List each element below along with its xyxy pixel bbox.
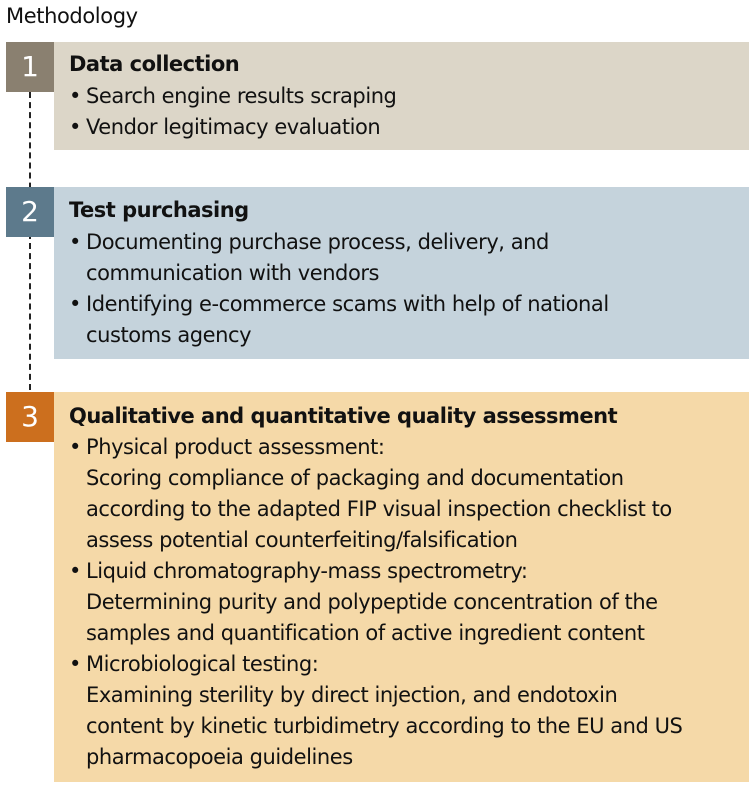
bullet-text: Search engine results scraping [86, 84, 397, 108]
bullet-detail: pharmacopoeia guidelines [86, 745, 353, 769]
bullet-text-continued: communication with vendors [86, 261, 380, 285]
bullet-text: Vendor legitimacy evaluation [86, 115, 381, 139]
list-item [69, 556, 682, 649]
bullet-heading: • Microbiological testing: [86, 652, 319, 676]
dashed-connector [29, 92, 31, 390]
step-1-title: Data collection [69, 52, 240, 76]
step-3-number: 3 [6, 392, 54, 442]
list-item [69, 432, 682, 556]
step-2-bullets [69, 227, 609, 351]
list-item [69, 112, 396, 143]
step-3-bullets [69, 432, 682, 773]
bullet-detail: content by kinetic turbidimetry according to the EU and US [86, 714, 683, 738]
step-1-number: 1 [6, 42, 54, 92]
bullet-detail: Determining purity and polypeptide concentration of the [86, 590, 658, 614]
step-3-title: Qualitative and quantitative quality assessment [69, 404, 618, 428]
bullet-detail: assess potential counterfeiting/falsification [86, 528, 518, 552]
bullet-heading: • Physical product assessment: [86, 435, 385, 459]
step-1-bullets [69, 81, 396, 143]
list-item [69, 81, 396, 112]
step-2-number: 2 [6, 187, 54, 237]
bullet-text-continued: customs agency [86, 323, 252, 347]
bullet-detail: Examining sterility by direct injection, and endotoxin [86, 683, 618, 707]
diagram-title: Methodology [6, 4, 138, 28]
list-item [69, 289, 609, 351]
bullet-text: • Documenting purchase process, delivery, and [86, 230, 549, 254]
bullet-heading: • Liquid chromatography-mass spectrometry: [86, 559, 528, 583]
bullet-detail: according to the adapted FIP visual inspection checklist to [86, 497, 672, 521]
step-2-title: Test purchasing [69, 198, 249, 222]
bullet-detail: Scoring compliance of packaging and documentation [86, 466, 624, 490]
list-item [69, 649, 682, 773]
list-item [69, 227, 609, 289]
bullet-detail: samples and quantification of active ingredient content [86, 621, 645, 645]
bullet-text: • Identifying e-commerce scams with help of national [86, 292, 609, 316]
